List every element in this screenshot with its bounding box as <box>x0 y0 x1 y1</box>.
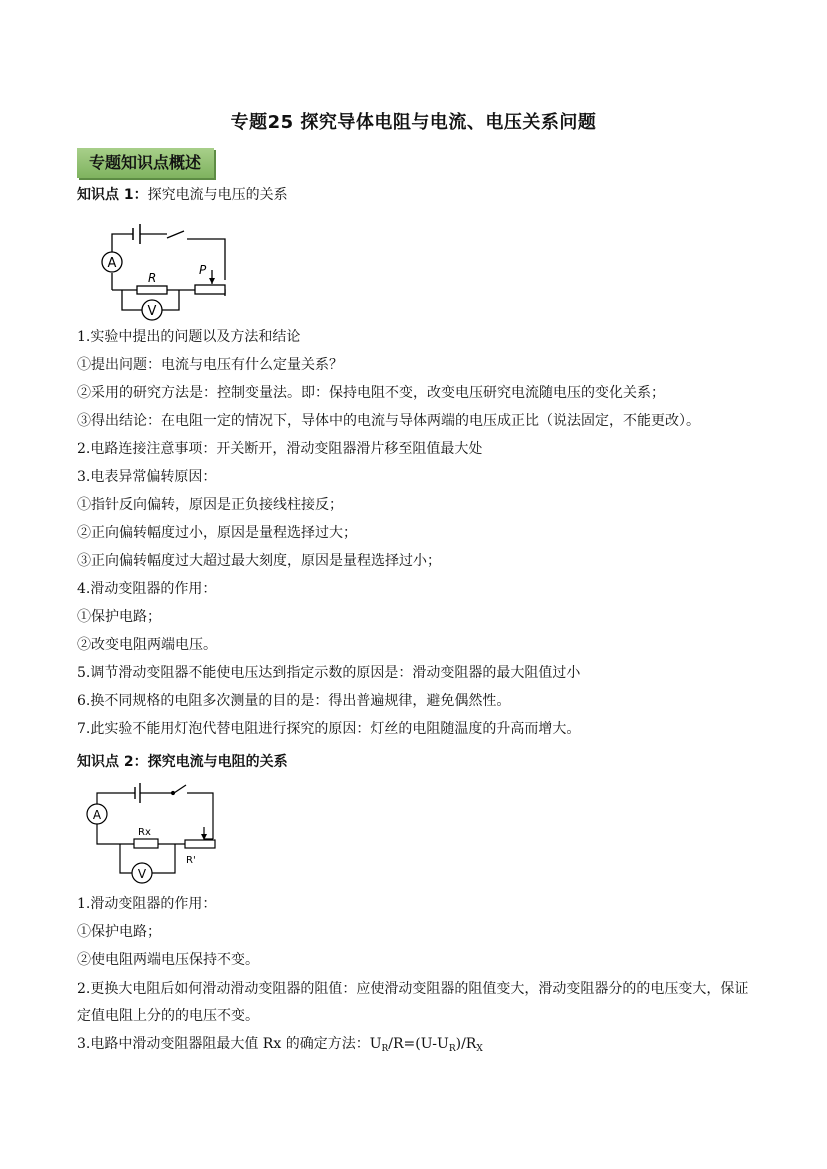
kp1-label: 知识点 1： <box>77 187 148 203</box>
text-line: ①保护电路； <box>77 924 161 940</box>
text-line: ①提出问题：电流与电压有什么定量关系？ <box>77 357 343 373</box>
rheostat-label: R' <box>186 855 196 866</box>
resistor-label: Rx <box>138 827 151 838</box>
voltmeter-label: V <box>147 304 157 319</box>
formula-text: 3.电路中滑动变阻器阻最大值 Rx 的确定方法：U <box>77 1036 382 1052</box>
text-line: 7.此实验不能用灯泡代替电阻进行探究的原因：灯丝的电阻随温度的升高而增大。 <box>77 721 581 737</box>
ammeter-label: A <box>107 256 117 271</box>
text-line: 5.调节滑动变阻器不能使电压达到指定示数的原因是：滑动变阻器的最大阻值过小 <box>77 665 581 681</box>
knowledge-point-2 <box>77 752 288 772</box>
section-badge: 专题知识点概述 <box>77 148 214 178</box>
knowledge-point-1 <box>77 185 288 205</box>
formula-text: )/R <box>455 1036 477 1052</box>
resistor-symbol <box>137 286 167 294</box>
circuit-diagram-1 <box>95 222 245 330</box>
text-line: ③得出结论：在电阻一定的情况下，导体中的电流与导体两端的电压成正比（说法固定，不能更改）。 <box>77 413 700 429</box>
text-line: ②使电阻两端电压保持不变。 <box>77 952 259 968</box>
resistor-label: R <box>148 271 157 285</box>
text-line: ①保护电路； <box>77 609 161 625</box>
text-line: 1.实验中提出的问题以及方法和结论 <box>77 329 301 345</box>
kp1-text: 探究电流与电压的关系 <box>147 187 288 203</box>
text-line: ②采用的研究方法是：控制变量法。即：保持电阻不变，改变电压研究电流随电压的变化关系； <box>77 385 665 401</box>
rheostat-symbol <box>185 840 215 848</box>
formula-subscript: R <box>448 1044 456 1054</box>
text-line: 3.电表异常偏转原因： <box>77 469 217 485</box>
kp2-label: 知识点 2：探究电流与电阻的关系 <box>77 754 288 770</box>
text-paragraph: 2.更换大电阻后如何滑动滑动变阻器的阻值：应使滑动变阻器的阻值变大，滑动变阻器分的的电压变大，保证定值电阻上分的的电压不变。 <box>77 981 749 1024</box>
text-line: 2.电路连接注意事项：开关断开，滑动变阻器滑片移至阻值最大处 <box>77 441 483 457</box>
formula-text: /R=(U-U <box>388 1036 449 1052</box>
ammeter-label: A <box>92 808 102 822</box>
voltmeter-label: V <box>137 867 147 881</box>
formula-subscript: X <box>476 1044 483 1054</box>
text-line: 4.滑动变阻器的作用： <box>77 581 217 597</box>
text-line: ①指针反向偏转，原因是正负接线柱接反； <box>77 497 343 513</box>
text-line: ③正向偏转幅度过大超过最大刻度，原因是量程选择过小； <box>77 553 441 569</box>
text-line: 6.换不同规格的电阻多次测量的目的是：得出普遍规律，避免偶然性。 <box>77 693 511 709</box>
rheostat-symbol <box>195 285 225 294</box>
text-line: ②正向偏转幅度过小，原因是量程选择过大； <box>77 525 357 541</box>
page-title: 专题25 探究导体电阻与电流、电压关系问题 <box>230 112 597 133</box>
resistor-symbol <box>134 839 158 848</box>
text-line: 1.滑动变阻器的作用： <box>77 896 217 912</box>
circuit-diagram-2 <box>84 783 224 889</box>
formula-line <box>77 1034 757 1059</box>
text-line: ②改变电阻两端电压。 <box>77 637 217 653</box>
slider-label: P <box>199 263 207 277</box>
formula-subscript: R <box>381 1044 389 1054</box>
